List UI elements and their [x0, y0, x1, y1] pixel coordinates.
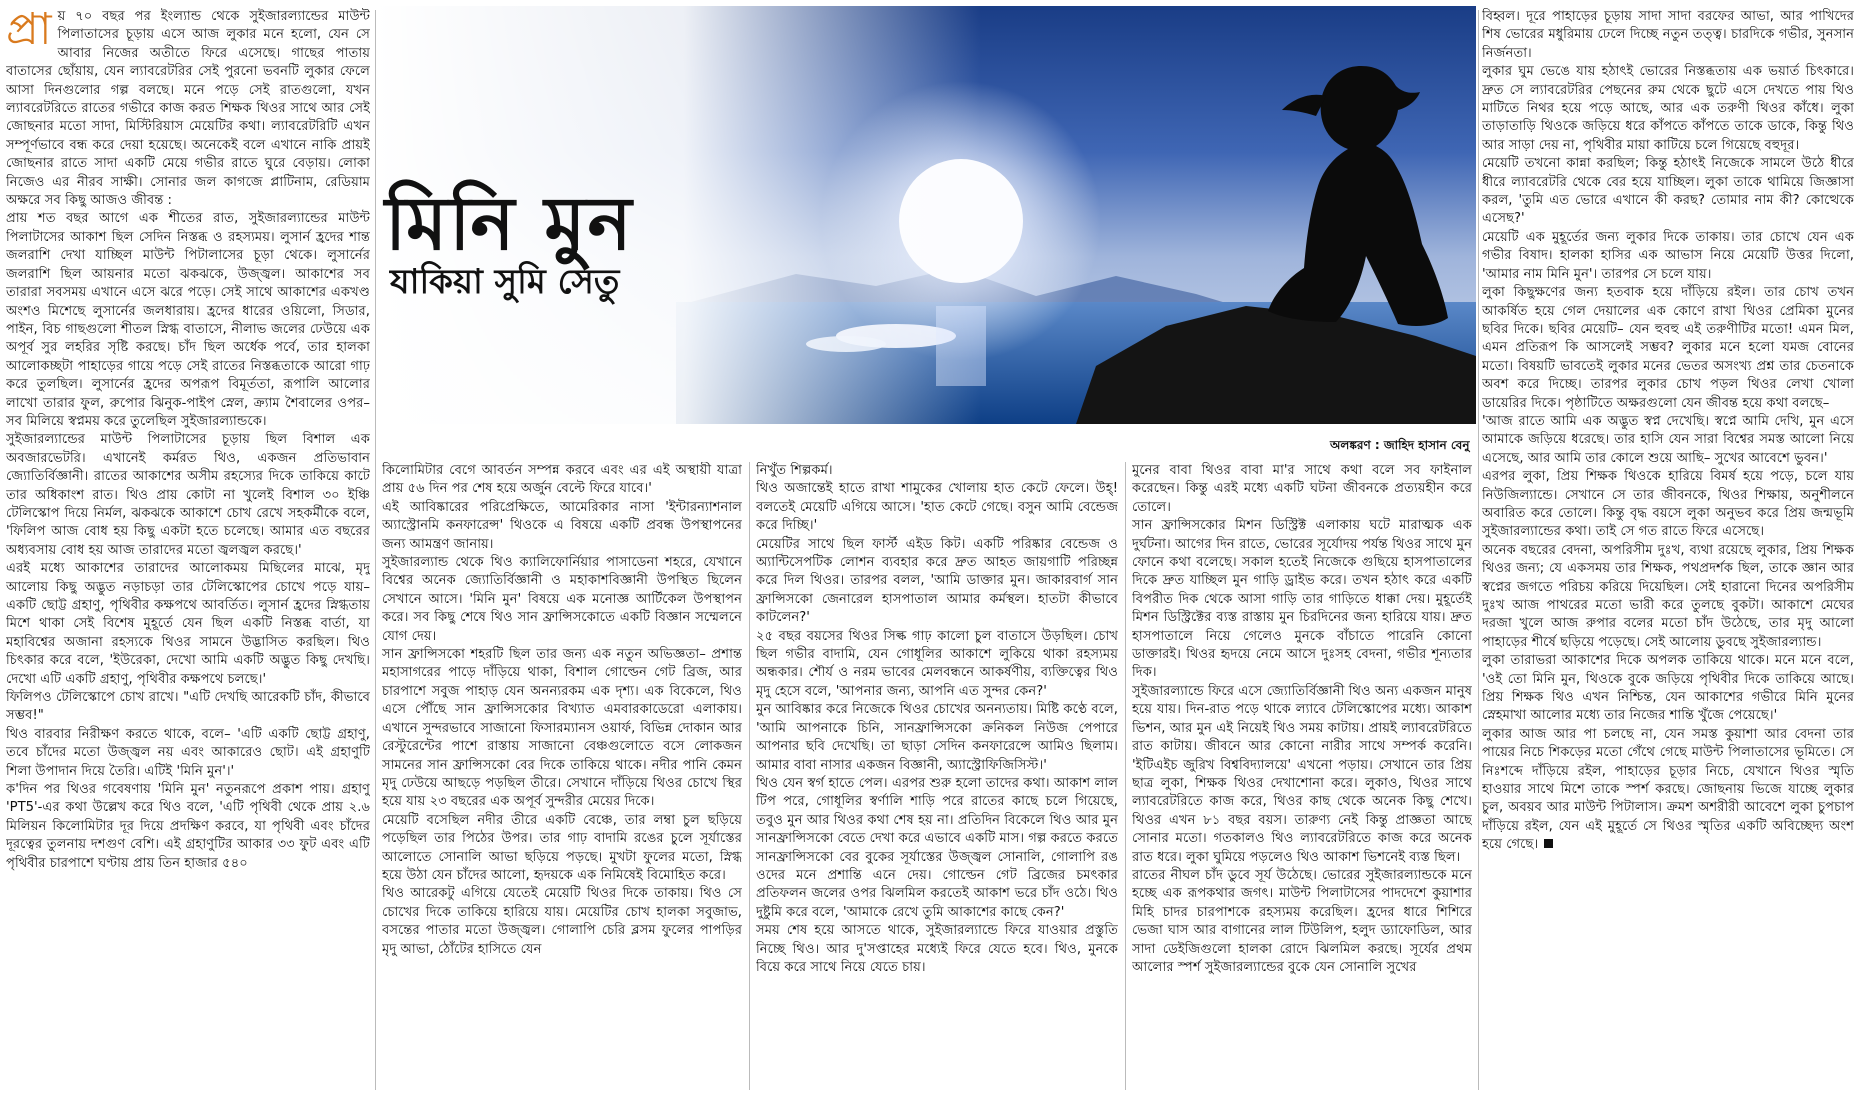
- paragraph: সময় শেষ হয়ে আসতে থাকে, সুইজারল্যান্ডে ফিরে যাওয়ার প্রস্তুতি নিচ্ছে থিও। আর দু'সপ্তাহের মধ্যেই ফিরে যেতে হবে। থিও, মুনকে বিয়ে করে সাথে নিয়ে যেতে চায়।: [756, 923, 1118, 975]
- paragraph: বিহ্বল। দূরে পাহাড়ের চূড়ায় সাদা সাদা বরফের আভা, আর পাখিদের শিষ ভোরের মধুরিমায় ঢেলে দিচ্ছে নতুন তত্ত্ব। চারদিকে গভীর, সুনসান নির্জনতা।: [1482, 9, 1854, 61]
- paragraph: মেয়েটি বসেছিল নদীর তীরে একটি বেঞ্চে, তার লম্বা চুল ছড়িয়ে পড়েছিল তার পিঠের উপর। তার গাঢ় বাদামি রঙের চুলে সূর্যাস্তের আলোতে সোনালি আভা ছড়িয়ে পড়ছে। মুখটা ফুলের মতো, স্নিগ্ধ হয়ে উঠা যেন চাঁদের আলো, হৃদয়কে এক নিমিষেই বিমোহিত করে।: [382, 812, 742, 883]
- paragraph: রাতের নীঘল চাঁদ ডুবে সূর্য উঠেছে। ভোরের সুইজারল্যান্ডকে মনে হচ্ছে এক রূপকথার জগৎ। মাউন্ট পিলাটাসের পাদদেশে কুয়াশার মিহি চাদর চারপাশকে রহস্যময় করেছিল। হ্রদের ধারে শিশিরে ভেজা ঘাস আর বাগানের লাল টিউলিপ, হলুদ ড্যাফোডিল, আর সাদা ডেইজিগুলো হালকা রোদে ঝিলমিল করছে। সূর্যের প্রথম আলোর স্পর্শ সুইজারল্যান্ডের বুকে যেন সোনালি সুখের: [1132, 867, 1472, 975]
- paragraph: এই আবিষ্কারের পরিপ্রেক্ষিতে, আমেরিকার নাসা 'ইন্টারন্যাশনাল অ্যাস্ট্রোনমি কনফারেন্স' থিওকে এ বিষয়ে একটি প্রবন্ধ উপস্থাপনের জন্য আমন্ত্রণ জানায়।: [382, 499, 742, 552]
- column-divider: [1478, 10, 1479, 1090]
- paragraph: থিও বারবার নিরীক্ষণ করতে থাকে, বলে– 'এটি একটি ছোট্ট গ্রহাণু, তবে চাঁদের মতো উজ্জ্বল নয় এবং আকারেও ছোট। এই গ্রহাণুটি শিলা উপাদান দিয়ে তৈরি। এটিই 'মিনি মুন'।': [6, 726, 370, 779]
- article-author: যাকিয়া সুমি সেতু: [390, 262, 620, 302]
- paragraph: থিও আরেকটু এগিয়ে যেতেই মেয়েটি থিওর দিকে তাকায়। থিও সে চোখের দিকে তাকিয়ে হারিয়ে যায়। মেয়েটির চোখ হালকা সবুজাভ, বসন্তের পাতার মতো উজ্জ্বল। গোলাপি চেরি ব্লসম ফুলের পাপড়ির মৃদু আভা, ঠোঁটের হাসিতে যেন: [382, 886, 742, 957]
- end-mark: [1544, 839, 1553, 848]
- paragraph: সান ফ্রান্সিসকোর মিশন ডিস্ট্রিক্ট এলাকায় ঘটে মারাত্মক এক দুর্ঘটনা। আগের দিন রাতে, ভোরের সূর্যোদয় পর্যন্ত থিওর সাথে মুন ফোনে কথা বলেছে। সকাল হতেই নিজেকে গুছিয়ে হাসপাতালের দিকে দ্রুত যাচ্ছিল মুন গাড়ি ড্রাইভ করে। তখন হঠাৎ করে একটি বিপরীত দিক থেকে আসা গাড়ি তার গাড়িতে ধাক্কা দেয়। মুহূর্তেই মিশন ডিস্ট্রিক্টের ব্যস্ত রাস্তায় মুন চিরদিনের জন্য হারিয়ে যায়। দ্রুত হাসপাতালে নিয়ে গেলেও মুনকে বাঁচাতে পারেনি কোনো ডাক্তারই। থিওর হৃদয়ে নেমে আসে দুঃসহ বেদনা, গভীর শূন্যতার দিক।: [1132, 518, 1472, 681]
- paragraph: সুইজারল্যান্ডে ফিরে এসে জ্যোতির্বিজ্ঞানী থিও অন্য একজন মানুষ হয়ে যায়। দিন-রাত পড়ে থাকে ল্যাবে টেলিস্কোপের মধ্যে। আকাশ ভিশন, আর মুন এই নিয়েই থিও সময় কাটায়। প্রায়ই ল্যাবরেটরিতে রাত কাটায়। জীবনে আর কোনো নারীর সাথে সম্পর্ক করেনি। 'ইটিএইচ জুরিখ বিশ্ববিদ্যালয়ে' এখনো পড়ায়। সেখানে তার প্রিয় ছাত্র লুকা, শিক্ষক থিওর দেখাশোনা করে। লুকাও, থিওর সাথে ল্যাবরেটরিতে কাজ করে, থিওর কাছ থেকে অনেক কিছু শেখে। থিওর এখন ৮১ বছর বয়স। তারুণ্য নেই কিন্তু প্রাজ্ঞতা আছে সোনার মতো। গতকালও থিও ল্যাবরেটরিতে কাজ করে অনেক রাত ধরে। লুকা ঘুমিয়ে পড়লেও থিও আকাশ ভিশনেই ব্যস্ত ছিল।: [1132, 683, 1472, 865]
- paragraph: থিও অজান্তেই হাতে রাখা শামুকের খোলায় হাত কেটে ফেলে। উহ্! বলতেই মেয়েটি এগিয়ে আসে। 'হাত কেটে গেছে। বসুন আমি বেন্ডেজ করে দিচ্ছি।': [756, 481, 1118, 534]
- paragraph: মেয়েটি এক মুহূর্তের জন্য লুকার দিকে তাকায়। তার চোখে যেন এক গভীর বিষাদ। হালকা হাসির এক আভাস নিয়ে মেয়েটি উত্তর দিলো, 'আমার নাম মিনি মুন'। তারপর সে চলে যায়।: [1482, 229, 1854, 282]
- drop-cap: প্রা: [6, 8, 52, 55]
- column-divider: [1125, 462, 1126, 1090]
- illustration-credit: অলঙ্করণ : জাহিদ হাসান বেনু: [1330, 438, 1470, 452]
- column-divider: [749, 462, 750, 1090]
- paragraph: সুইজারল্যান্ডের মাউন্ট পিলাটাসের চূড়ায় ছিল বিশাল এক অবজারভেটরি। এখানেই কর্মরত থিও, একজন প্রতিভাবান জ্যোতির্বিজ্ঞানী। রাতের আকাশের অসীম রহস্যের দিকে তাকিয়ে কাটে তার অধিকাংশ রাত। থিও প্রায় কোটা না খুলেই বিশাল ৩০ ইঞ্চি টেলিস্কোপ দিয়ে নির্মল, ঝকঝকে আকাশে চোখ রেখে সহকর্মীকে বলে, 'ফিলিপ আজ বোধ হয় কিছু একটা হতে চলেছে। আমার এত বছরের অধ্যবসায় বোধ হয় আজ তারাদের মতো জ্বলজ্বল করছে।': [6, 432, 370, 558]
- paragraph: মুনের বাবা থিওর বাবা মা'র সাথে কথা বলে সব ফাইনাল করেছেন। কিন্তু এরই মধ্যে একটি ঘটনা জীবনকে প্রত্যয়হীন করে তোলে।: [1132, 463, 1472, 515]
- paragraph: প্রায় শত বছর আগে এক শীতের রাত, সুইজারল্যান্ডের মাউন্ট পিলাটাসের আকাশ ছিল সেদিন নিস্তব্ধ ও রহস্যময়। লুসার্ন হ্রদের শান্ত জলরাশি দেখা যাচ্ছিল মাউন্ট পিটালাসের চূড়া থেকে। লুসার্নের জলরাশি ছিল আয়নার মতো ঝকঝকে, উজ্জ্বল। আকাশের সব তারারা সবসময় এখানে এসে ঝরে পড়ে। সেই সাথে আকাশের একখণ্ড অংশও মিশেছে লুসার্নের জলধারায়। হ্রদের ধারের ওয়িলো, সিডার, পাইন, বিচ গাছগুলো শীতল স্নিগ্ধ বাতাসে, নীলাভ জলের ঢেউয়ে এক অপূর্ব সুর লহরির সৃষ্টি করছে। চাঁদ ছিল অর্ধেক পর্বে, তার হালকা আলোকচ্ছটা পাহাড়ের গায়ে পড়ে সেই রাতের নিস্তব্ধতাকে আরো গাঢ় করে তুলছিল। লুসার্নের হ্রদের অপরূপ বিমূর্ততা, রূপালি আলোর লাখো তারার ফুল, রুপোর ঝিনুক-পাইপ স্নেল, ক্র্যাম শৈবালের ওপর– সব মিলিয়ে স্বপ্নময় করে তুলেছিল সুইজারল্যান্ডকে।: [6, 211, 370, 429]
- article-title: মিনি মুন: [385, 181, 634, 267]
- paragraph: য় ৭০ বছর পর ইংল্যান্ড থেকে সুইজারল্যান্ডের মাউন্ট পিলাতাসের চূড়ায় এসে আজ লুকার মনে হলো, যেন সে আবার নিজের অতীতে ফিরে এসেছে। গাছের পাতায় বাতাসের ছোঁয়ায়, যেন ল্যাবরেটরির সেই পুরনো ভবনটি লুকার ফেলে আসা দিনগুলোর গল্প বলছে। মনে পড়ে সেই রাতগুলো, যখন ল্যাবরেটরিতে রাতের গভীরে কাজ করত শিক্ষক থিওর সাথে আর সেই জোছনার মতো সাদা, মিস্টিরিয়াস মেয়েটির কথা। ল্যাবরেটরিটি এখন সম্পূর্ণভাবে বন্ধ করে দেয়া হয়েছে। অনেকেই বলে এখানে নাকি প্রায়ই জোছনার রাতে সাদা একটি মেয়ে গভীর রাতে ঘুরে বেড়ায়। লোকা নিজেও এর নীরব সাক্ষী। সোনার জল কাগজে প্লাটিনাম, রেডিয়াম অক্ষরে সব কিছু আজও জীবন্ত :: [6, 9, 370, 209]
- paragraph: থিও যেন স্বর্গ হাতে পেল। এরপর শুরু হলো তাদের কথা। আকাশ লাল টিপ পরে, গোধূলির স্বর্ণালি শাড়ি পরে রাতের কাছে চলে গিয়েছে, তবুও মুন আর থিওর কথা শেষ হয় না। প্রতিদিন বিকেলে থিও আর মুন সানফ্রান্সিসকো বেতে দেখা করে এভাবে একটি মাস। গল্প করতে করতে সানফ্রান্সিসকো বের বুকের সূর্যাস্তের উজ্জ্বল সোনালি, গোলাপি রঙ ওদের মনে প্রশান্তি এনে দেয়। গোল্ডেন গেট ব্রিজের চমৎকার প্রতিফলন জলের ওপর ঝিলমিল করতেই আকাশ ভরে চাঁদ ওঠে। থিও দুষ্টুমি করে বলে, 'আমাকে রেখে তুমি আকাশের কাছে কেন?': [756, 775, 1118, 920]
- paragraph: নিখুঁত শিল্পকর্ম।: [756, 463, 833, 478]
- paragraph: কিলোমিটার বেগে আবর্তন সম্পন্ন করবে এবং এর এই অস্থায়ী যাত্রা প্রায় ৫৬ দিন পর শেষ হয়ে অর্জুন বেল্টে ফিরে যাবে।': [382, 463, 742, 497]
- paragraph: সুইজারল্যান্ড থেকে থিও ক্যালিফোর্নিয়ার পাসাডেনা শহরে, যেখানে বিশ্বের অনেক জ্যোতির্বিজ্ঞানী ও মহাকাশবিজ্ঞানী উপস্থিত ছিলেন সেখানে আসে। 'মিনি মুন' বিষয়ে এক মনোজ্ঞ আর্টিকেল উপস্থাপন করে। সব কিছু শেষে থিও সান ফ্রান্সিসকোতে একটি বিজ্ঞান সম্মেলনে যোগ দেয়।: [382, 555, 742, 644]
- paragraph: সান ফ্রান্সিসকো শহরটি ছিল তার জন্য এক নতুন অভিজ্ঞতা– প্রশান্ত মহাসাগরের পাড়ে দাঁড়িয়ে থাকা, বিশাল গোল্ডেন গেট ব্রিজ, আর চারপাশে সবুজ পাহাড় যেন অনন্যরকম এক দৃশ্য। এক বিকেলে, থিও এসে পৌঁছে সান ফ্রান্সিসকোর বিখ্যাত এমবারকাডেরো এলাকায়। এখানে সুন্দরভাবে সাজানো ফিসারম্যানস ওয়ার্ফ, বিভিন্ন দোকান আর রেস্টুরেন্টের পাশে রাস্তায় সাজানো বেঞ্চগুলোতে বসে লোকজন সামনের সান ফ্রান্সিসকো বের দিকে তাকিয়ে থাকে। নদীর পানি কেমন মৃদু ঢেউয়ে আছড়ে পড়ছিল তীরে। সেখানে দাঁড়িয়ে থিওর চোখে স্থির হয়ে যায় ২৩ বছরের এক অপূর্ব সুন্দরীর মেয়ের দিকে।: [382, 647, 742, 810]
- paragraph: লুকা তারাভরা আকাশের দিকে অপলক তাকিয়ে থাকে। মনে মনে বলে, 'ওই তো মিনি মুন, থিওকে বুকে জড়িয়ে পৃথিবীর দিকে তাকিয়ে আছে। প্রিয় শিক্ষক থিও এখন নিশ্চিন্ত, যেন আকাশের গভীরে মিনি মুনের স্নেহমাখা আলোর মধ্যে তার নিজের শান্তি খুঁজে পেয়েছে।': [1482, 653, 1854, 724]
- paragraph: অনেক বছরের বেদনা, অপরিসীম দুঃখ, ব্যথা রয়েছে লুকার, প্রিয় শিক্ষক থিওর জন্য; যে একসময় তার শিক্ষক, পথপ্রদর্শক ছিল, তাকে জ্ঞান আর স্বপ্নের জগতে পরিচয় করিয়ে দিয়েছিল। সেই হারানো দিনের অপরিসীম দুঃখ আজ পাথরের মতো ভারী করে তুলছে বুকটা। আকাশে মেঘের দরজা খুলে আজ রুপার বলের মতো চাঁদ উঠেছে, তার মৃদু আলো পাহাড়ের শীর্ষে ছড়িয়ে পড়েছে। সেই আলোয় ডুবছে সুইজারল্যান্ড।: [1482, 542, 1854, 650]
- column-divider: [375, 10, 376, 1090]
- paragraph: লুকার ঘুম ভেঙে যায় হঠাৎই ভোরের নিস্তব্ধতায় এক ভয়ার্ত চিৎকারে। দ্রুত সে ল্যাবরেটরির পেছনের রুম থেকে ছুটে এসে দেখতে পায় থিও মাটিতে নিথর হয়ে পড়ে আছে, আর এক তরুণী থিওর কাঁধে। লুকা তাড়াতাড়ি থিওকে জড়িয়ে ধরে কাঁপতে কাঁপতে তাকে ডাকে, কিন্তু থিও আর সাড়া দেয় না, পৃথিবীর মায়া কাটিয়ে চলে গিয়েছে বহুদূর।: [1482, 64, 1854, 153]
- paragraph: মুন আবিষ্কার করে নিজেকে থিওর চোখের অনন্যতায়। মিষ্টি কণ্ঠে বলে, 'আমি আপনাকে চিনি, সানফ্রান্সিসকো ক্রনিকল নিউজ পেপারে আপনার ছবি দেখেছি। তা ছাড়া সেদিন কনফারেন্সে আমিও ছিলাম। আমার বাবা নাসার একজন বিজ্ঞানী, অ্যাস্ট্রোফিজিসিস্ট।': [756, 702, 1118, 773]
- article-column-1: [6, 8, 370, 1092]
- paragraph: ২৫ বছর বয়সের থিওর সিল্ক গাঢ় কালো চুল বাতাসে উড়ছিল। চোখ ছিল গভীর বাদামি, যেন গোধূলির আকাশে লুকিয়ে থাকা রহস্যময় অন্ধকার। শৌর্য ও নরম ভাবের মেলবন্ধনে আকর্ষণীয়, ব্যক্তিত্বের থিও মৃদু হেসে বলে, 'আপনার জন্য, আপনি এত সুন্দর কেন?': [756, 628, 1118, 699]
- paragraph: ফিলিপও টেলিস্কোপে চোখ রাখে। "এটি দেখছি আরেকটি চাঁদ, কীভাবে সম্ভব!": [6, 690, 370, 724]
- article-column-3: [756, 462, 1118, 1092]
- paragraph: এরপর লুকা, প্রিয় শিক্ষক থিওকে হারিয়ে বিমর্ষ হয়ে পড়ে, চলে যায় নিউজিল্যান্ডে। সেখানে সে তার জীবনকে, থিওর শিক্ষায়, অনুশীলনে অবারিত করে তোলে। কিন্তু বৃদ্ধ বয়সে লুকা অনুভব করে প্রিয় জন্মভূমি সুইজারল্যান্ডের কথা। তাই সে গত রাতে ফিরে এসেছে।: [1482, 469, 1854, 540]
- paragraph: মেয়েটির সাথে ছিল ফার্স্ট এইড কিট। একটি পরিষ্কার বেন্ডেজ ও অ্যান্টিসেপটিক লোশন ব্যবহার করে দ্রুত আহত জায়গাটি পরিচ্ছন্ন করে দিল থিওর। তারপর বলল, 'আমি ডাক্তার মুন। জাকারবার্গ সান ফ্রান্সিসকো জেনারেল হাসপাতাল আমার কর্মস্থল। হাতটা কীভাবে কাটলেন?': [756, 536, 1118, 626]
- paragraph: মেয়েটি তখনো কান্না করছিল; কিন্তু হঠাৎই নিজেকে সামলে উঠে ধীরে ধীরে ল্যাবরেটরি থেকে বের হয়ে যাচ্ছিল। লুকা তাকে থামিয়ে জিজ্ঞাসা করল, 'তুমি এত ভোরে এখানে কী করছ? তোমার নাম কী? কোত্থেকে এসেছ?': [1482, 156, 1854, 227]
- paragraph: 'আজ রাতে আমি এক অদ্ভুত স্বপ্ন দেখেছি। স্বপ্নে আমি দেখি, মুন এসে আমাকে জড়িয়ে ধরেছে। তার হাসি যেন সারা বিশ্বের সমস্ত আলো নিয়ে এসেছে, আর আমি তার কোলে শুয়ে আছি– সুখের আবেশে ভুবন।': [1482, 413, 1854, 466]
- paragraph: লুকা কিছুক্ষণের জন্য হতবাক হয়ে দাঁড়িয়ে রইল। তার চোখ তখন আকর্ষিত হয়ে গেল দেয়ালের এক কোণে রাখা থিওর প্রেমিকা মুনের ছবির দিকে। ছবির মেয়েটি– যেন হুবহু এই তরুণীটির মতো! এমন মিল, এমন প্রতিরূপ কি আসলেই সম্ভব? লুকার মনে হলো যমজ বোনের মতো। বিষয়টি ভাবতেই লুকার মনের ভেতর অসংখ্য প্রশ্ন তার চেতনাকে অবশ করে দিচ্ছে। তারপর লুকার চোখ পড়ল থিওর লেখা খোলা ডায়েরির দিকে। পৃষ্ঠাটিতে অক্ষরগুলো যেন জীবন্ত হয়ে কথা বলছে–: [1482, 285, 1854, 411]
- article-column-2: [382, 462, 742, 1092]
- article-column-4: [1132, 462, 1472, 1092]
- paragraph: লুকার আজ আর পা চলছে না, যেন সমস্ত কুয়াশা আর বেদনা তার পায়ের নিচে শিকড়ের মতো গেঁথে গেছে মাউন্ট পিলাতাসের ভূমিতে। সে নিঃশব্দে দাঁড়িয়ে রইল, পাহাড়ের চূড়ার নিচে, যেখানে থিওর স্মৃতি হাওয়ার সাথে মিশে তাকে স্পর্শ করছে। জোছনায় ভিজে যাচ্ছে লুকার চুল, অবয়ব আর মাউন্ট পিটালাস। ক্রমশ অশরীরী আবেশে লুকা চুপচাপ দাঁড়িয়ে রইল, যেন এই মুহূর্তে সে থিওর স্মৃতির একটি অবিচ্ছেদ্য অংশ হয়ে গেছে।: [1482, 726, 1854, 853]
- article-column-5: [1482, 8, 1854, 1092]
- paragraph: এরই মধ্যে আকাশের তারাদের আলোকময় মিছিলের মাঝে, মৃদু আলোয় কিছু অদ্ভুত নড়াচড়া তার টেলিস্কোপের চোখে পড়ে যায়– একটি ছোট্ট গ্রহাণু, পৃথিবীর কক্ষপথে আবর্তিত। লুসার্ন হ্রদের স্নিগ্ধতায় মিশে থাকা সেই বিশেষ মুহূর্তে যেন ছিল একটি নিস্তব্ধ বার্তা, যা মহাবিশ্বের অজানা রহস্যকে থিওর সামনে উদ্ভাসিত করছিল। থিও চিৎকার করে বলে, 'ইউরেকা, দেখো আমি একটি অদ্ভুত কিছু দেখছি। দেখো এটি একটি গ্রহাণু, পৃথিবীর কক্ষপথে চলছে।': [6, 561, 370, 687]
- paragraph: ক'দিন পর থিওর গবেষণায় 'মিনি মুন' নতুনরূপে প্রকাশ পায়। গ্রহাণু 'PT5'-এর কথা উল্লেখ করে থিও বলে, 'এটি পৃথিবী থেকে প্রায় ২.৬ মিলিয়ন কিলোমিটার দূর দিয়ে প্রদক্ষিণ করবে, যা পৃথিবী এবং চাঁদের দূরত্বের তুলনায় দশগুণ বেশি। এই গ্রহাণুটির আকার ৩৩ ফুট এবং এটি পৃথিবীর চারপাশে ঘণ্টায় প্রায় তিন হাজার ৫৪০: [6, 782, 370, 871]
